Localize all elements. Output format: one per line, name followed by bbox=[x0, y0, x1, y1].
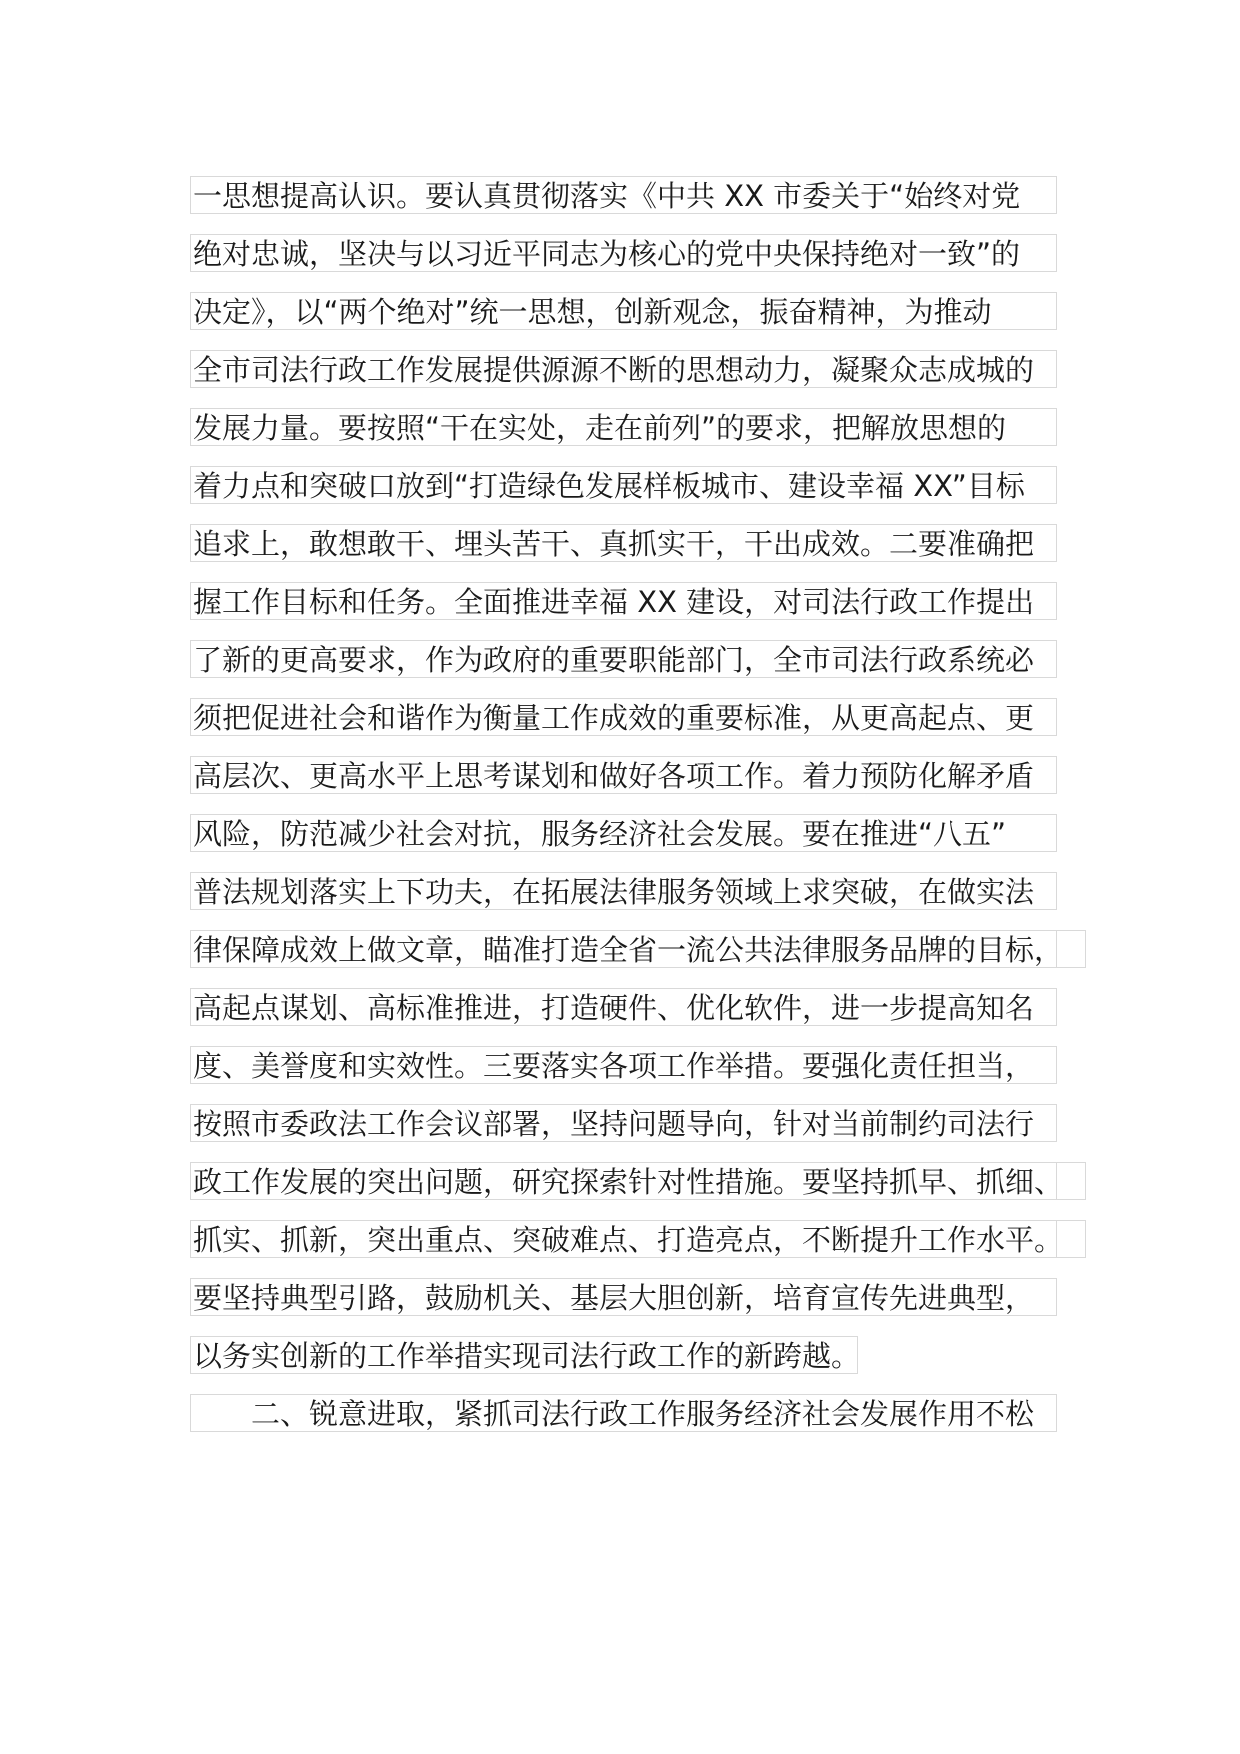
text-line-2 bbox=[190, 234, 1057, 272]
text-line-10-content: 须把促进社会和谐作为衡量工作成效的重要标准，从更高起点、更 bbox=[193, 701, 1035, 735]
text-line-20-content: 要坚持典型引路，鼓励机关、基层大胆创新，培育宣传先进典型， bbox=[193, 1281, 1035, 1315]
text-line-6 bbox=[190, 466, 1057, 504]
text-line-1-content: 一思想提高认识。要认真贯彻落实《中共 XX 市委关于“始终对党 bbox=[193, 179, 1021, 213]
overflow-box bbox=[1056, 1162, 1086, 1200]
text-line-9 bbox=[190, 640, 1057, 678]
text-line-21-content: 以务实创新的工作举措实现司法行政工作的新跨越。 bbox=[193, 1339, 861, 1373]
overflow-box bbox=[1056, 930, 1086, 968]
text-line-4-content: 全市司法行政工作发展提供源源不断的思想动力，凝聚众志成城的 bbox=[193, 353, 1035, 387]
text-line-6-content: 着力点和突破口放到“打造绿色发展样板城市、建设幸福 XX”目标 bbox=[193, 469, 1025, 503]
text-line-21 bbox=[190, 1336, 861, 1374]
text-line-15-content: 高起点谋划、高标准推进，打造硬件、优化软件，进一步提高知名 bbox=[193, 991, 1035, 1025]
text-line-8 bbox=[190, 582, 1057, 620]
text-line-13 bbox=[190, 872, 1057, 910]
text-line-14-content: 律保障成效上做文章，瞄准打造全省一流公共法律服务品牌的目标， bbox=[193, 933, 1064, 967]
text-line-17-content: 按照市委政法工作会议部署，坚持问题导向，针对当前制约司法行 bbox=[193, 1107, 1035, 1141]
section-heading-text: 二、锐意进取，紧抓司法行政工作服务经济社会发展作用不松 bbox=[251, 1397, 1035, 1431]
section-heading-line bbox=[190, 1394, 1057, 1432]
text-line-12 bbox=[190, 814, 1057, 852]
text-line-19-content: 抓实、抓新，突出重点、突破难点、打造亮点，不断提升工作水平。 bbox=[193, 1223, 1064, 1257]
text-line-3-content: 决定》，以“两个绝对”统一思想，创新观念，振奋精神，为推动 bbox=[193, 295, 992, 329]
text-line-11-content: 高层次、更高水平上思考谋划和做好各项工作。着力预防化解矛盾 bbox=[193, 759, 1035, 793]
text-line-16 bbox=[190, 1046, 1057, 1084]
text-line-1 bbox=[190, 176, 1057, 214]
text-line-14 bbox=[190, 930, 1064, 968]
overflow-box bbox=[1056, 1220, 1086, 1258]
text-line-10 bbox=[190, 698, 1057, 736]
text-line-8-content: 握工作目标和任务。全面推进幸福 XX 建设，对司法行政工作提出 bbox=[193, 585, 1035, 619]
text-line-15 bbox=[190, 988, 1057, 1026]
text-line-4 bbox=[190, 350, 1057, 388]
text-line-13-content: 普法规划落实上下功夫，在拓展法律服务领域上求突破，在做实法 bbox=[193, 875, 1035, 909]
text-line-5-content: 发展力量。要按照“干在实处，走在前列”的要求，把解放思想的 bbox=[193, 411, 1007, 445]
text-line-12-content: 风险，防范减少社会对抗，服务经济社会发展。要在推进“八五” bbox=[193, 817, 1007, 851]
text-line-18 bbox=[190, 1162, 1064, 1200]
text-line-3 bbox=[190, 292, 1057, 330]
text-line-19 bbox=[190, 1220, 1064, 1258]
text-line-17 bbox=[190, 1104, 1057, 1142]
text-line-16-content: 度、美誉度和实效性。三要落实各项工作举措。要强化责任担当， bbox=[193, 1049, 1035, 1083]
text-line-9-content: 了新的更高要求，作为政府的重要职能部门，全市司法行政系统必 bbox=[193, 643, 1035, 677]
text-line-18-content: 政工作发展的突出问题，研究探索针对性措施。要坚持抓早、抓细、 bbox=[193, 1165, 1064, 1199]
text-line-7 bbox=[190, 524, 1057, 562]
text-line-2-content: 绝对忠诚，坚决与以习近平同志为核心的党中央保持绝对一致”的 bbox=[193, 237, 1021, 271]
text-line-11 bbox=[190, 756, 1057, 794]
text-line-5 bbox=[190, 408, 1057, 446]
text-line-7-content: 追求上，敢想敢干、埋头苦干、真抓实干，干出成效。二要准确把 bbox=[193, 527, 1035, 561]
text-line-20 bbox=[190, 1278, 1057, 1316]
